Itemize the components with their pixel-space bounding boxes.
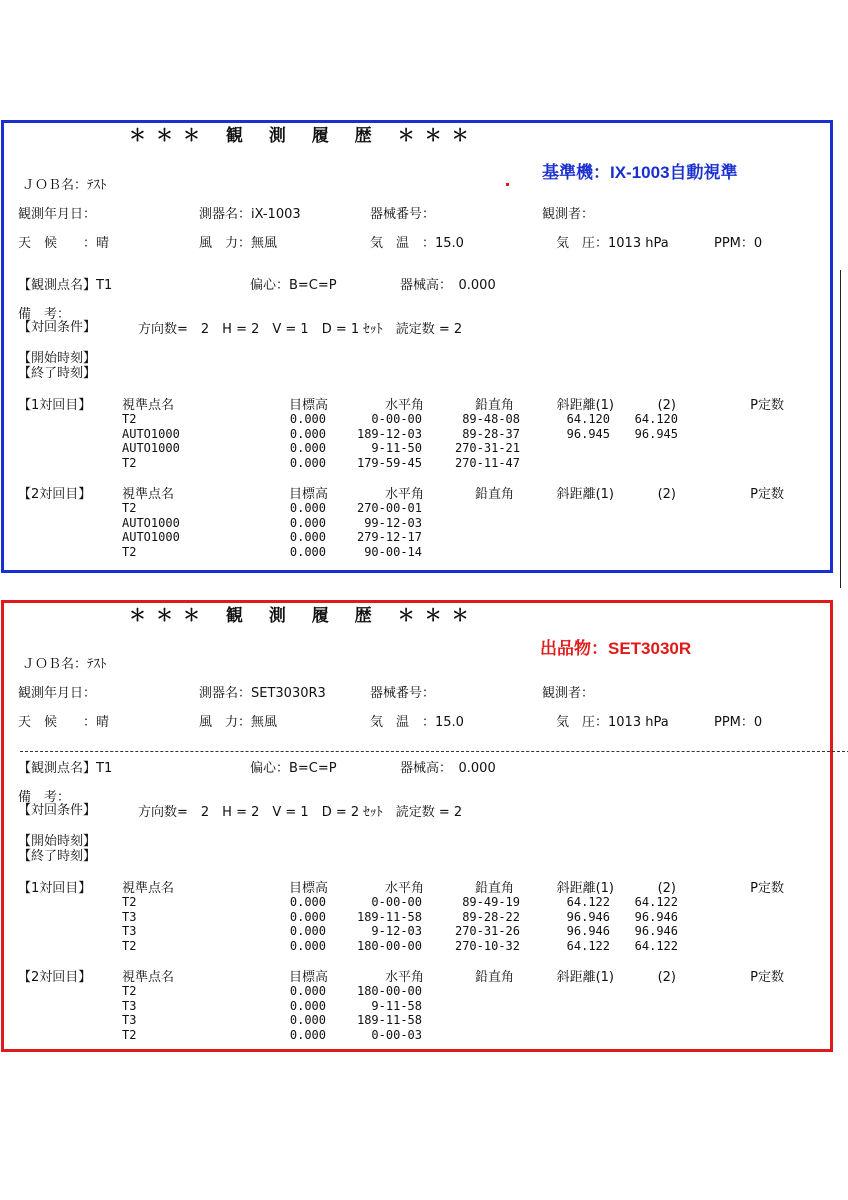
set-conditions-value: 方向数= 2 H = 2 V = 1 D = 1 ｾｯﾄ 読定数 = 2 [138, 322, 463, 337]
header-prism-constant: P定数 [750, 881, 784, 896]
table-cell-slope-distance-2: 96.946 [634, 924, 678, 938]
table-cell-slope-distance-2: 96.946 [634, 909, 678, 924]
job-name: ＪＯＢ名：ﾃｽﾄ [22, 657, 107, 672]
header-slope-distance-2: (2) [657, 881, 676, 896]
instrument-serial-label: 器械番号： [370, 686, 436, 701]
set-conditions-value: 方向数= 2 H = 2 V = 1 D = 2 ｾｯﾄ 読定数 = 2 [138, 805, 463, 820]
set-conditions-label: 【対回条件】 [18, 803, 97, 818]
header-slope-distance-1: 斜距離(1) [556, 881, 614, 896]
table-cell-point-name: T2 [122, 984, 137, 998]
table-cell-horizontal-angle: 9-11-58 [371, 998, 422, 1013]
table-cell-point-name: T2 [122, 1027, 137, 1042]
header-point-name: 視準点名 [122, 487, 175, 502]
table-cell-point-name: AUTO1000 [122, 441, 180, 455]
table-cell-point-name: T2 [122, 412, 137, 426]
header-horizontal-angle: 水平角 [384, 970, 424, 985]
set-label: 【1対回目】 [18, 398, 92, 413]
header-horizontal-angle: 水平角 [384, 487, 424, 502]
table-cell-point-name: T3 [122, 998, 137, 1013]
table-cell-target-height: 0.000 [289, 441, 326, 455]
table-cell-target-height: 0.000 [289, 530, 326, 544]
table-cell-point-name: T2 [122, 938, 137, 953]
table-cell-horizontal-angle: 9-12-03 [371, 924, 422, 938]
table-cell-horizontal-angle: 189-11-58 [356, 909, 422, 924]
table-cell-point-name: T2 [122, 895, 137, 909]
header-prism-constant: P定数 [750, 487, 784, 502]
header-slope-distance-2: (2) [657, 970, 676, 985]
table-cell-target-height: 0.000 [289, 998, 326, 1013]
table-cell-vertical-angle: 89-28-22 [462, 909, 520, 924]
wind: 風 力：無風 [199, 715, 278, 730]
table-cell-point-name: AUTO1000 [122, 515, 180, 530]
pressure: 気 圧：1013 hPa [556, 236, 669, 251]
table-cell-point-name: T2 [122, 455, 137, 470]
item-note: 出品物：SET3030R [540, 639, 692, 658]
observer-label: 観測者： [542, 207, 595, 222]
table-cell-point-name: T2 [122, 544, 137, 559]
pressure: 気 圧：1013 hPa [556, 715, 669, 730]
table-cell-point-name: T3 [122, 924, 137, 938]
table-cell-vertical-angle: 89-48-08 [462, 412, 520, 426]
instrument-name: 測器名：SET3030R3 [199, 686, 326, 701]
header-prism-constant: P定数 [750, 398, 784, 413]
header-slope-distance-1: 斜距離(1) [556, 970, 614, 985]
table-cell-horizontal-angle: 189-11-58 [356, 1013, 422, 1027]
header-vertical-angle: 鉛直角 [474, 881, 514, 896]
observation-record-item [1, 600, 833, 1052]
remarks-label: 備 考： [18, 307, 71, 322]
table-cell-point-name: AUTO1000 [122, 530, 180, 544]
eccentricity: 偏心：B=C=P [250, 278, 337, 293]
set-conditions-label: 【対回条件】 [18, 320, 97, 335]
observation-date-label: 観測年月日： [18, 686, 97, 701]
table-cell-slope-distance-2: 64.122 [634, 938, 678, 953]
table-cell-point-name: T2 [122, 501, 137, 515]
station-name: 【観測点名】T1 [18, 761, 113, 776]
table-cell-horizontal-angle: 90-00-14 [364, 544, 422, 559]
table-cell-slope-distance-1: 64.122 [566, 895, 610, 909]
header-vertical-angle: 鉛直角 [474, 487, 514, 502]
header-target-height: 目標高 [288, 398, 328, 413]
header-horizontal-angle: 水平角 [384, 881, 424, 896]
table-cell-slope-distance-2: 64.122 [634, 895, 678, 909]
margin-line [840, 270, 841, 588]
ppm: PPM：0 [714, 236, 763, 251]
table-cell-horizontal-angle: 180-00-00 [356, 938, 422, 953]
table-cell-horizontal-angle: 0-00-00 [371, 412, 422, 426]
observation-record-reference [1, 120, 833, 573]
table-cell-horizontal-angle: 279-12-17 [356, 530, 422, 544]
set-label: 【2対回目】 [18, 487, 92, 502]
table-cell-vertical-angle: 270-10-32 [454, 938, 520, 953]
table-cell-target-height: 0.000 [289, 1013, 326, 1027]
header-slope-distance-2: (2) [657, 487, 676, 502]
table-cell-horizontal-angle: 0-00-00 [371, 895, 422, 909]
header-point-name: 視準点名 [122, 398, 175, 413]
header-point-name: 視準点名 [122, 881, 175, 896]
header-vertical-angle: 鉛直角 [474, 970, 514, 985]
table-cell-vertical-angle: 89-28-37 [462, 426, 520, 441]
eccentricity: 偏心：B=C=P [250, 761, 337, 776]
table-cell-target-height: 0.000 [289, 895, 326, 909]
temperature: 気 温 ：15.0 [370, 236, 464, 251]
table-cell-target-height: 0.000 [289, 412, 326, 426]
header-slope-distance-1: 斜距離(1) [556, 398, 614, 413]
header-target-height: 目標高 [288, 487, 328, 502]
table-cell-target-height: 0.000 [289, 426, 326, 441]
ppm: PPM：0 [714, 715, 763, 730]
table-cell-horizontal-angle: 99-12-03 [364, 515, 422, 530]
header-vertical-angle: 鉛直角 [474, 398, 514, 413]
instrument-height: 器械高： 0.000 [400, 278, 496, 293]
instrument-serial-label: 器械番号： [370, 207, 436, 222]
wind: 風 力：無風 [199, 236, 278, 251]
set-label: 【1対回目】 [18, 881, 92, 896]
header-target-height: 目標高 [288, 970, 328, 985]
header-slope-distance-2: (2) [657, 398, 676, 413]
table-cell-target-height: 0.000 [289, 984, 326, 998]
start-time-label: 【開始時刻】 [18, 351, 97, 366]
table-cell-target-height: 0.000 [289, 938, 326, 953]
dashed-separator [20, 751, 848, 752]
table-cell-target-height: 0.000 [289, 924, 326, 938]
weather: 天 候 ：晴 [18, 715, 110, 730]
table-cell-slope-distance-2: 96.945 [634, 426, 678, 441]
table-cell-vertical-angle: 270-31-21 [454, 441, 520, 455]
table-cell-target-height: 0.000 [289, 501, 326, 515]
weather: 天 候 ：晴 [18, 236, 110, 251]
header-slope-distance-1: 斜距離(1) [556, 487, 614, 502]
job-name: ＪＯＢ名：ﾃｽﾄ [22, 178, 107, 193]
set-label: 【2対回目】 [18, 970, 92, 985]
header-point-name: 視準点名 [122, 970, 175, 985]
station-name: 【観測点名】T1 [18, 278, 113, 293]
table-cell-target-height: 0.000 [289, 544, 326, 559]
table-cell-horizontal-angle: 0-00-03 [371, 1027, 422, 1042]
table-cell-slope-distance-1: 64.122 [566, 938, 610, 953]
table-cell-target-height: 0.000 [289, 909, 326, 924]
observer-label: 観測者： [542, 686, 595, 701]
reference-instrument-note: 基準機：IX-1003自動視準 [542, 163, 738, 182]
table-cell-horizontal-angle: 189-12-03 [356, 426, 422, 441]
table-cell-slope-distance-1: 96.946 [566, 909, 610, 924]
table-cell-horizontal-angle: 180-00-00 [356, 984, 422, 998]
table-cell-slope-distance-2: 64.120 [634, 412, 678, 426]
table-cell-target-height: 0.000 [289, 455, 326, 470]
observation-date-label: 観測年月日： [18, 207, 97, 222]
table-cell-horizontal-angle: 179-59-45 [356, 455, 422, 470]
table-cell-slope-distance-1: 96.946 [566, 924, 610, 938]
instrument-name: 測器名：iX-1003 [199, 207, 301, 222]
table-cell-vertical-angle: 270-11-47 [454, 455, 520, 470]
red-mark [506, 183, 509, 186]
record-title: ＊＊＊ 観 測 履 歴 ＊＊＊ [129, 126, 479, 146]
table-cell-vertical-angle: 270-31-26 [454, 924, 520, 938]
table-cell-point-name: T3 [122, 909, 137, 924]
header-horizontal-angle: 水平角 [384, 398, 424, 413]
table-cell-point-name: T3 [122, 1013, 137, 1027]
table-cell-target-height: 0.000 [289, 515, 326, 530]
table-cell-slope-distance-1: 96.945 [566, 426, 610, 441]
header-target-height: 目標高 [288, 881, 328, 896]
header-prism-constant: P定数 [750, 970, 784, 985]
table-cell-horizontal-angle: 270-00-01 [356, 501, 422, 515]
table-cell-slope-distance-1: 64.120 [566, 412, 610, 426]
record-title: ＊＊＊ 観 測 履 歴 ＊＊＊ [129, 606, 479, 626]
end-time-label: 【終了時刻】 [18, 366, 97, 381]
remarks-label: 備 考： [18, 790, 71, 805]
temperature: 気 温 ：15.0 [370, 715, 464, 730]
instrument-height: 器械高： 0.000 [400, 761, 496, 776]
start-time-label: 【開始時刻】 [18, 834, 97, 849]
table-cell-point-name: AUTO1000 [122, 426, 180, 441]
table-cell-vertical-angle: 89-49-19 [462, 895, 520, 909]
table-cell-horizontal-angle: 9-11-50 [371, 441, 422, 455]
end-time-label: 【終了時刻】 [18, 849, 97, 864]
table-cell-target-height: 0.000 [289, 1027, 326, 1042]
